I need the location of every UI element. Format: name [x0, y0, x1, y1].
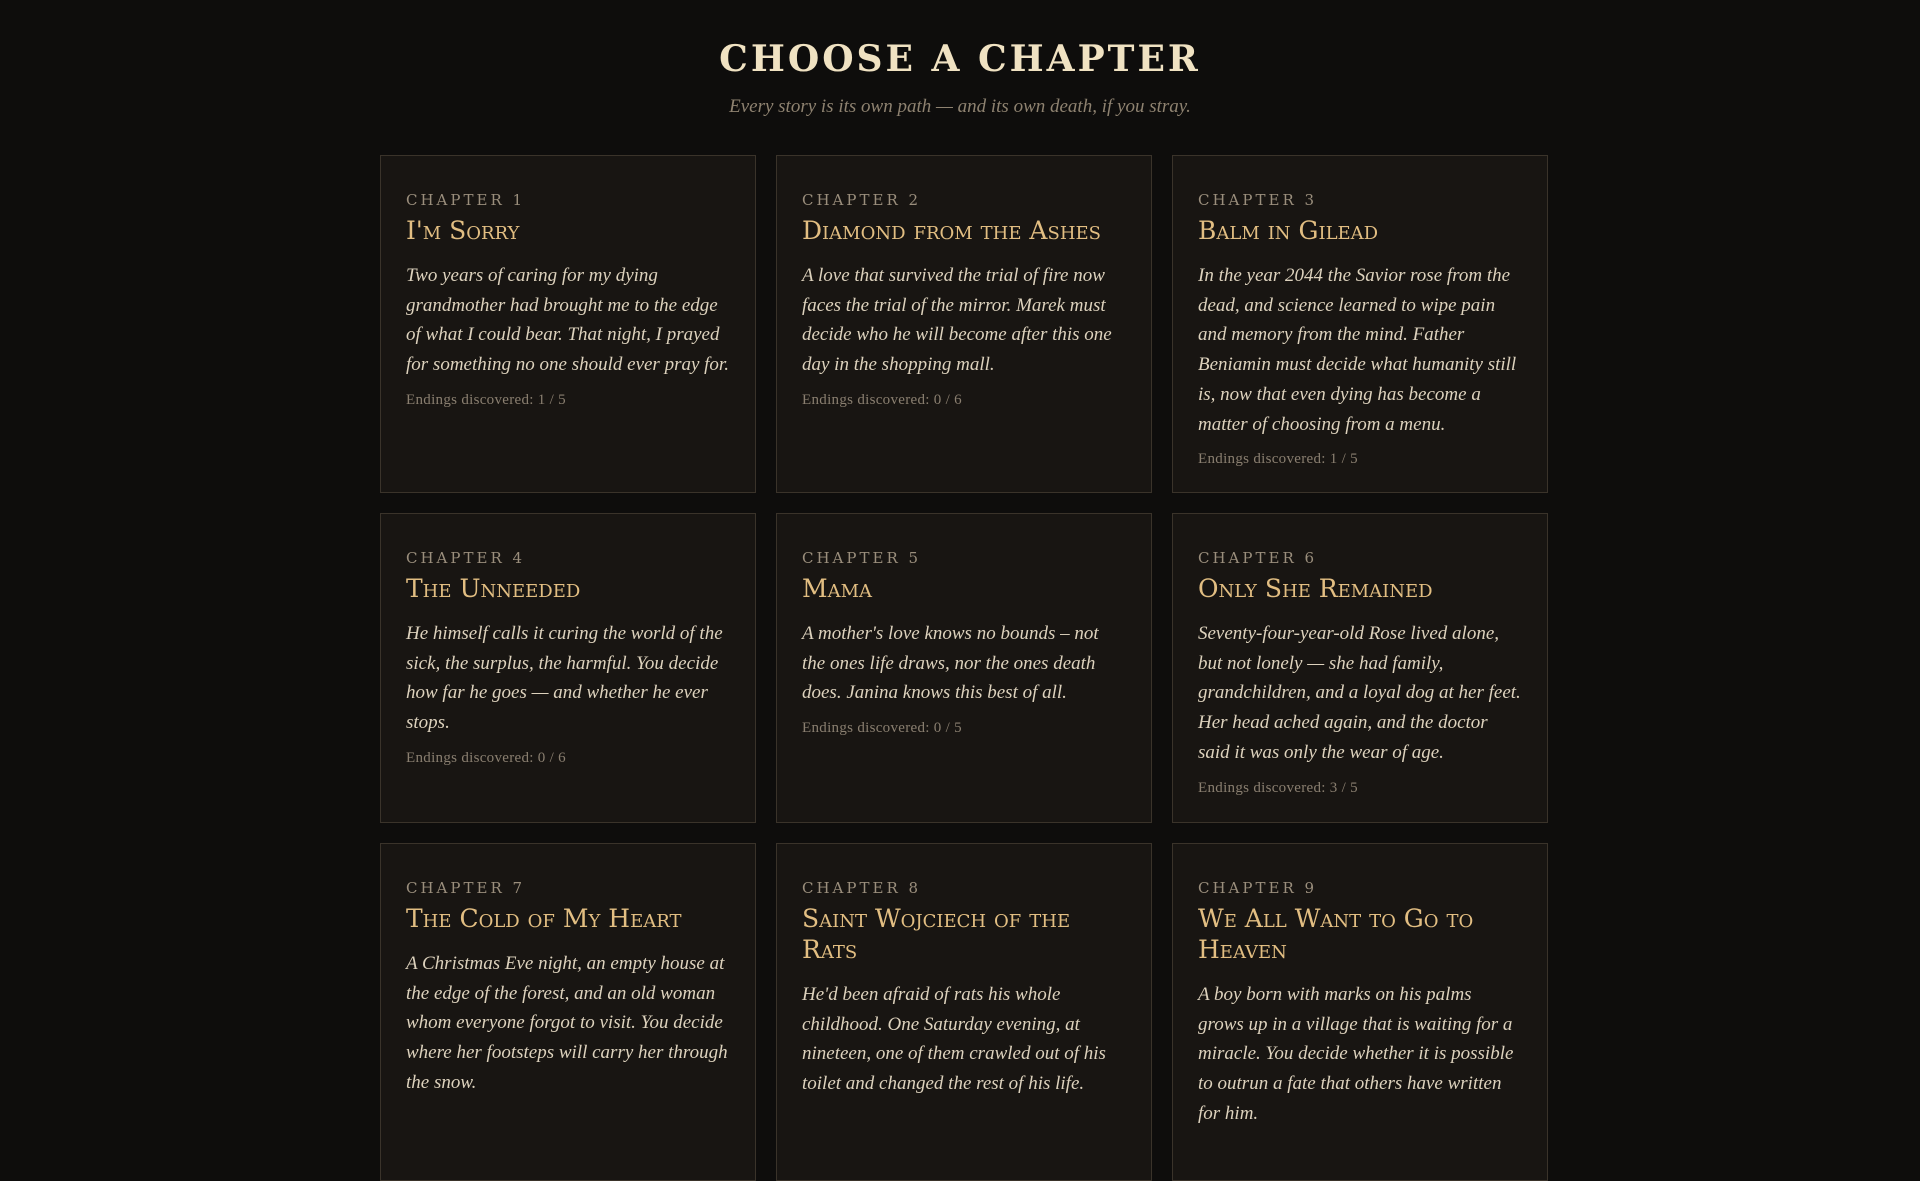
chapter-card-8[interactable]: [776, 843, 1152, 1181]
chapter-card-6[interactable]: [1172, 513, 1548, 823]
chapter-description: Seventy-four-year-old Rose lived alone, but not lonely — she had family, grandchildren, and a loyal dog at her feet. Her head ached again, and the doctor said it was only the wear of age.: [1198, 623, 1521, 763]
chapter-card-2[interactable]: [776, 155, 1152, 493]
chapter-title: Mama: [802, 574, 873, 603]
endings-counter: Endings discovered: 1 / 5: [1198, 451, 1358, 468]
chapter-number: CHAPTER 3: [1198, 191, 1318, 209]
chapter-description: A mother's love knows no bounds – not the ones life draws, nor the ones death does. Janina knows this best of all.: [802, 623, 1099, 704]
chapter-number: CHAPTER 4: [406, 549, 526, 567]
chapter-title: Balm in Gilead: [1198, 216, 1379, 245]
endings-counter: Endings discovered: 0 / 6: [802, 391, 962, 408]
chapter-card-9[interactable]: [1172, 843, 1548, 1181]
endings-counter: Endings discovered: 1 / 5: [406, 391, 566, 408]
chapter-number: CHAPTER 8: [802, 879, 922, 897]
chapter-card-3[interactable]: [1172, 155, 1548, 493]
chapter-title: We All Want to Go to Heaven: [1198, 904, 1474, 964]
chapter-number: CHAPTER 2: [802, 191, 922, 209]
endings-counter: Endings discovered: 0 / 6: [406, 749, 566, 766]
endings-counter: Endings discovered: 3 / 5: [1198, 779, 1358, 796]
chapter-card-5[interactable]: [776, 513, 1152, 823]
chapter-number: CHAPTER 1: [406, 191, 526, 209]
chapter-card-4[interactable]: [380, 513, 756, 823]
chapter-description: In the year 2044 the Savior rose from the dead, and science learned to wipe pain and memory from the mind. Father Beniamin must decide what humanity still is, now that even dying has become a matter of choosing from a menu.: [1198, 265, 1517, 435]
chapter-title: Diamond from the Ashes: [802, 216, 1101, 245]
chapter-description: He'd been afraid of rats his whole childhood. One Saturday evening, at nineteen, one of them crawled out of his toilet and changed the rest of his life.: [802, 984, 1106, 1095]
page-title: CHOOSE A CHAPTER: [719, 38, 1201, 80]
chapter-description: A boy born with marks on his palms grows up in a village that is waiting for a miracle. You decide whether it is possible to outrun a fate that others have written for him.: [1198, 984, 1514, 1124]
endings-counter: Endings discovered: 0 / 5: [802, 720, 962, 737]
chapter-number: CHAPTER 5: [802, 549, 922, 567]
chapter-grid: [380, 155, 1548, 1181]
chapter-title: The Cold of My Heart: [406, 904, 682, 933]
chapter-title: I'm Sorry: [406, 216, 520, 245]
chapter-number: CHAPTER 7: [406, 879, 526, 897]
chapter-number: CHAPTER 9: [1198, 879, 1318, 897]
chapter-description: He himself calls it curing the world of the sick, the surplus, the harmful. You decide how far he goes — and whether he ever stops.: [406, 623, 723, 734]
chapter-description: A love that survived the trial of fire now faces the trial of the mirror. Marek must decide who he will become after this one day in the shopping mall.: [802, 265, 1112, 376]
chapter-title: Saint Wojciech of the Rats: [802, 904, 1071, 964]
chapter-number: CHAPTER 6: [1198, 549, 1318, 567]
chapter-card-1[interactable]: [380, 155, 756, 493]
chapter-title: The Unneeded: [406, 574, 581, 603]
chapter-title: Only She Remained: [1198, 574, 1433, 603]
chapter-description: Two years of caring for my dying grandmother had brought me to the edge of what I could bear. That night, I prayed for something no one should ever pray for.: [406, 265, 729, 376]
page-subtitle: Every story is its own path — and its own death, if you stray.: [729, 96, 1191, 117]
chapter-description: A Christmas Eve night, an empty house at the edge of the forest, and an old woman whom everyone forgot to visit. You decide where her footsteps will carry her through the snow.: [406, 953, 728, 1093]
chapter-card-7[interactable]: [380, 843, 756, 1181]
